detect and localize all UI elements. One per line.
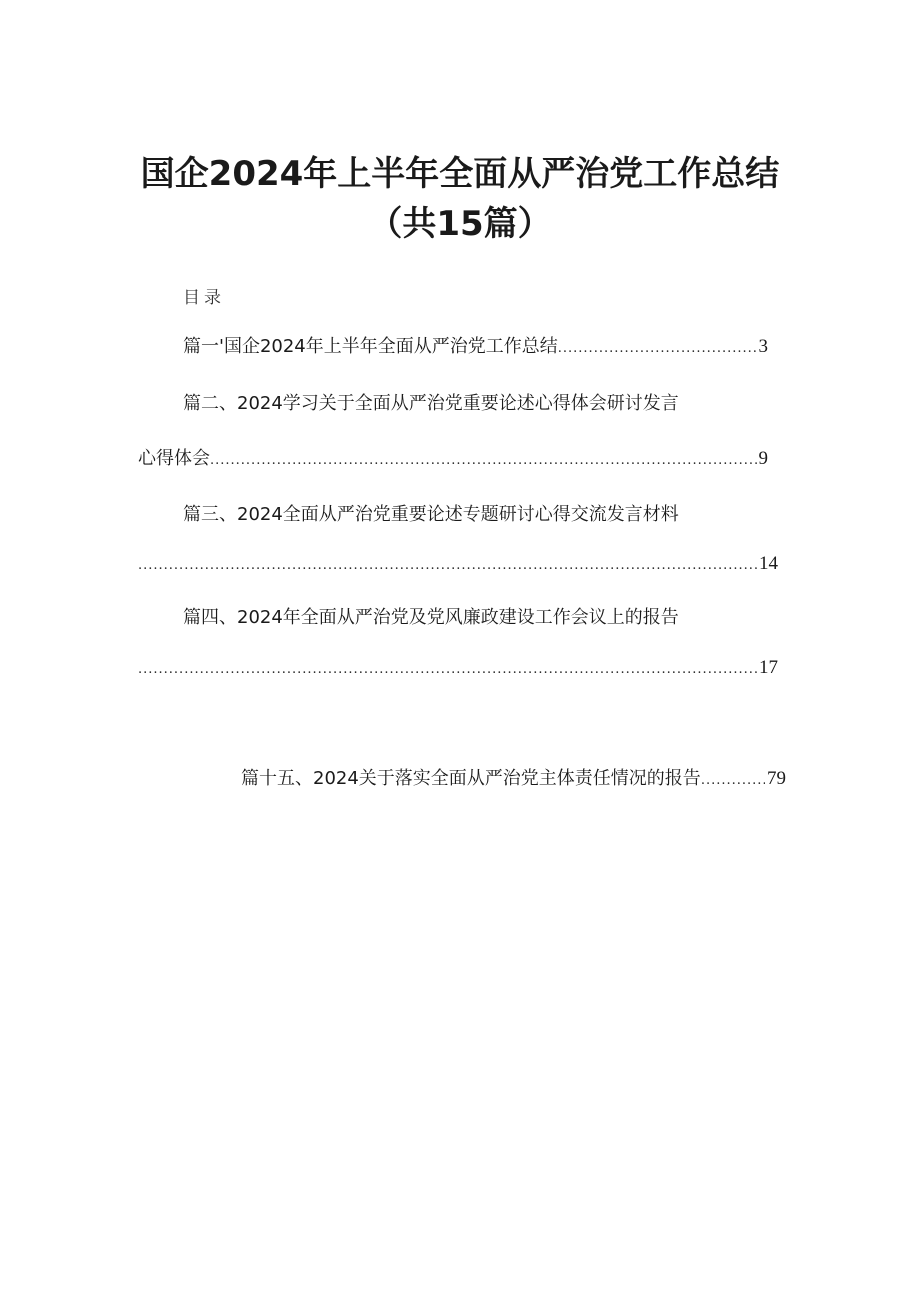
- toc-entry-3-leader: [138, 553, 757, 579]
- toc-entry-15-page: 79: [767, 768, 786, 789]
- toc-entry-3[interactable]: [138, 551, 778, 579]
- toc-entry-15-text: 篇十五、2024关于落实全面从严治党主体责任情况的报告: [241, 768, 701, 789]
- document-title-line1: 国企2024年上半年全面从严治党工作总结: [140, 154, 780, 194]
- toc-entry-4-line1[interactable]: 篇四、2024年全面从严治党及党风廉政建设工作会议上的报告: [183, 607, 679, 628]
- toc-entry-3-line1[interactable]: 篇三、2024全面从严治党重要论述专题研讨心得交流发言材料: [183, 504, 679, 525]
- toc-entry-2-leader: [210, 448, 757, 474]
- toc-entry-4[interactable]: [138, 655, 778, 683]
- toc-entry-2-line1[interactable]: 篇二、2024学习关于全面从严治党重要论述心得体会研讨发言: [183, 393, 679, 414]
- toc-entry-1-text: 篇一'国企2024年上半年全面从严治党工作总结: [183, 336, 558, 357]
- document-title-line2: （共15篇）: [368, 204, 552, 244]
- toc-entry-4-page: 17: [759, 657, 778, 678]
- toc-entry-2[interactable]: [138, 446, 768, 474]
- toc-entry-2-text-line2: 心得体会: [138, 448, 210, 469]
- toc-entry-1-page: 3: [758, 336, 768, 357]
- toc-entry-4-leader: [138, 657, 757, 683]
- toc-entry-2-page: 9: [758, 448, 768, 469]
- toc-entry-3-page: 14: [759, 553, 778, 574]
- toc-entry-15[interactable]: [241, 766, 786, 794]
- toc-heading: 目录: [183, 288, 225, 308]
- toc-entry-1-leader: [558, 336, 757, 362]
- toc-entry-1[interactable]: [183, 334, 768, 362]
- toc-entry-15-leader: [701, 768, 765, 794]
